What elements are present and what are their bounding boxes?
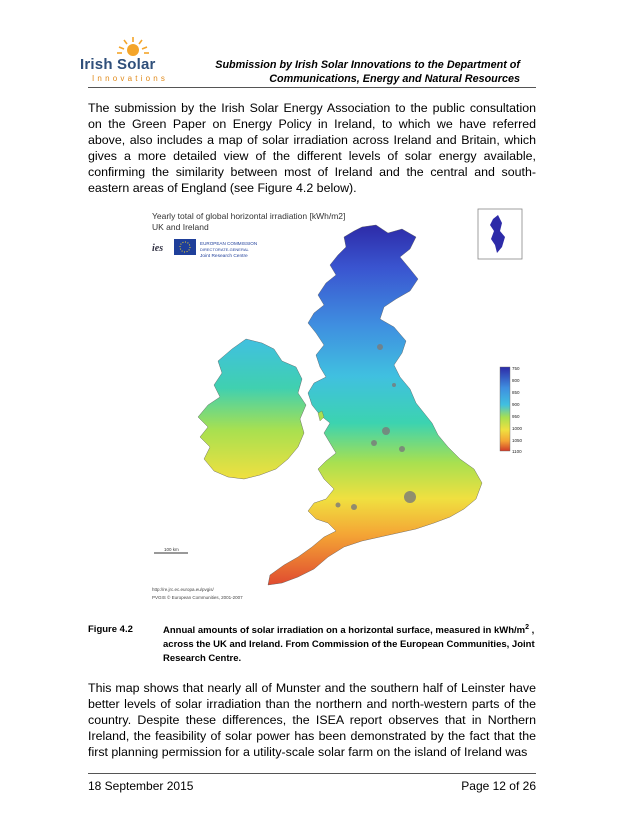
- logo-name: Irish Solar: [80, 56, 156, 73]
- header-title-line1: Submission by Irish Solar Innovations to the Department of: [215, 59, 520, 71]
- ec-label-line3: Joint Research Centre: [200, 254, 248, 259]
- legend-label: 950: [512, 414, 520, 419]
- logo-subtitle: Innovations: [92, 74, 169, 83]
- legend-label: 900: [512, 402, 520, 407]
- header-divider: [88, 87, 536, 88]
- intro-paragraph: The submission by the Irish Solar Energy Association to the public consultation on the Green Paper on Energy Policy in Ireland, to which we have referred above, also includes a map of solar irradiation across Ireland and Britain, which gives a more detailed view of the different levels of solar energy available, confirming the similarity between most of Ireland and the central and south-eastern areas of England (see Figure 4.2 below).: [88, 101, 536, 195]
- map-credit-copyright: PVGIS © European Communities, 2001-2007: [152, 595, 243, 600]
- footer-divider: [88, 773, 536, 774]
- caption-part2: , across the UK and Ireland. From Commission of the European Communities, Joint Research Centre.: [163, 625, 535, 664]
- ec-label-line1: EUROPEAN COMMISSION: [200, 241, 258, 246]
- legend-bar: [500, 367, 510, 451]
- ec-label-line2: DIRECTORATE-GENERAL: [200, 247, 249, 252]
- svg-text:ies: ies: [152, 243, 164, 254]
- header-title: [215, 58, 520, 86]
- figure-caption: [163, 624, 543, 666]
- legend-label: 850: [512, 390, 520, 395]
- legend-label: 1050: [512, 438, 523, 443]
- map-subtitle: UK and Ireland: [152, 222, 209, 232]
- caption-part1: Annual amounts of solar irradiation on a horizontal surface, measured in kWh/m: [163, 625, 526, 636]
- sun-icon: [117, 37, 149, 56]
- legend-label: 1000: [512, 426, 523, 431]
- map-credit-url: http://re.jrc.ec.europa.eu/pvgis/: [152, 587, 214, 592]
- legend-label: 800: [512, 378, 520, 383]
- legend-label: 1100: [512, 449, 522, 454]
- footer-date: 18 September 2015: [88, 779, 194, 793]
- caption-superscript: 2: [525, 623, 530, 631]
- header-title-line2: Communications, Energy and Natural Resources: [269, 73, 520, 85]
- legend-label: 750: [512, 366, 520, 371]
- footer-page-number: Page 12 of 26: [461, 779, 536, 793]
- map-title: Yearly total of global horizontal irradiation [kWh/m2]: [152, 211, 346, 221]
- scale-label: 100 km: [164, 547, 179, 552]
- analysis-paragraph: This map shows that nearly all of Munster and the southern half of Leinster have better levels of solar irradiation than the northern and north-western parts of the country. Despite these differences, the ISEA report observes that in Northern Ireland, the feasibility of solar power has been demonstrated by the fact that the first planning permission for a utility-scale solar farm on the island of Ireland was: [88, 681, 536, 759]
- solar-irradiation-map: [148, 207, 524, 611]
- figure-number: Figure 4.2: [88, 624, 133, 635]
